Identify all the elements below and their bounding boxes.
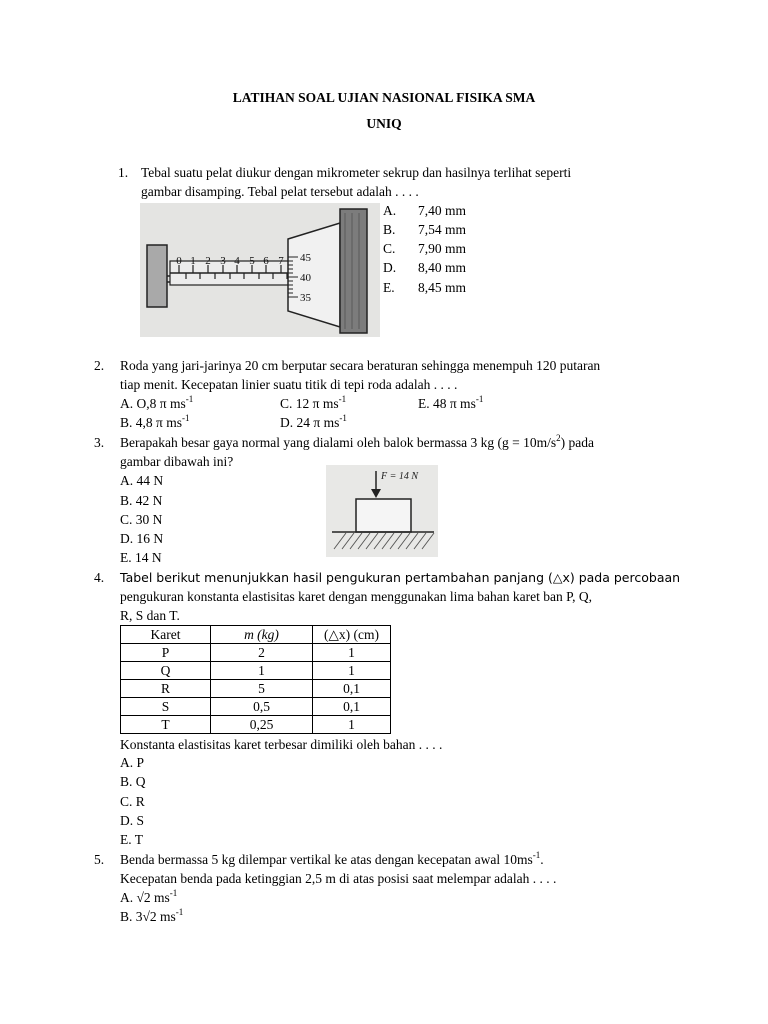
question-5-number: 5.	[94, 852, 105, 867]
micrometer-anvil	[147, 245, 167, 307]
table-row	[121, 698, 391, 716]
q5-option-a: A. √2 $ms^{-1}$	[120, 887, 178, 905]
table-cell: 1	[313, 662, 391, 680]
table-cell: 0,5	[211, 698, 313, 716]
q3-option-a: A. 44 N	[120, 473, 164, 488]
main-scale-label: 0	[176, 255, 182, 267]
question-3-text-line1: Berapakah besar gaya normal yang dialami oleh balok bermassa 3 kg $(g = 10m/s^2)$ pada	[120, 432, 594, 450]
main-scale-label: 5	[249, 255, 255, 267]
q3-option-d: D. 16 N	[120, 531, 164, 546]
micrometer-thimble	[288, 223, 340, 327]
q2-option-a: A. O,8 π $ms^{-1}$	[120, 393, 194, 411]
question-1-number: 1.	[118, 165, 129, 180]
table-cell: S	[121, 698, 211, 716]
question-5-text-line1: Benda bermassa 5 kg dilempar vertikal ke atas dengan kecepatan awal $10ms^{-1}$.	[120, 849, 544, 867]
question-2-text-line1: Roda yang jari-jarinya 20 cm berputar secara beraturan sehingga menempuh 120 putaran	[120, 358, 601, 373]
question-5-text-line2: Kecepatan benda pada ketinggian 2,5 m di atas posisi saat melempar adalah . . . .	[120, 871, 557, 886]
q1-option-b-letter: B.	[383, 222, 396, 237]
q4-option-c: C. R	[120, 794, 145, 809]
q1-option-d-letter: D.	[383, 260, 397, 275]
question-2-number: 2.	[94, 358, 105, 373]
q5-option-b: B. 3√2 $ms^{-1}$	[120, 906, 184, 924]
q1-option-a-text: 7,40 mm	[418, 203, 467, 218]
question-4-text-line2: pengukuran konstanta elastisitas karet dengan menggunakan lima bahan karet ban P, Q,	[120, 589, 592, 604]
table-cell: 2	[211, 644, 313, 662]
table-cell: 1	[211, 662, 313, 680]
table-header-cell: Karet	[121, 626, 211, 644]
page-subtitle: UNIQ	[366, 116, 402, 131]
q2-option-d: D. 24 π $ms^{-1}$	[280, 412, 347, 430]
q4-option-b: B. Q	[120, 774, 146, 789]
q1-option-b-text: 7,54 mm	[418, 222, 467, 237]
main-scale-label: 7	[278, 255, 284, 267]
table-cell: 5	[211, 680, 313, 698]
q3-option-e: E. 14 N	[120, 550, 162, 565]
block-force-figure	[326, 465, 438, 557]
question-1-text-line2: gambar disamping. Tebal pelat tersebut adalah . . . .	[141, 184, 419, 199]
thimble-scale-label: 45	[300, 252, 311, 264]
force-label: F = 14 N	[381, 471, 419, 482]
question-3-text-line2: gambar dibawah ini?	[120, 454, 234, 469]
q3-option-c: C. 30 N	[120, 512, 163, 527]
table-header-row	[121, 626, 391, 644]
q2-option-b: B. 4,8 π $ms^{-1}$	[120, 412, 190, 430]
elasticity-table	[120, 625, 391, 734]
table-cell: 1	[313, 644, 391, 662]
table-cell: 0,25	[211, 716, 313, 734]
q3-option-b: B. 42 N	[120, 493, 163, 508]
main-scale-label: 1	[190, 255, 196, 267]
table-header-cell: m (kg)	[211, 626, 313, 644]
block-box	[356, 499, 411, 532]
table-cell: Q	[121, 662, 211, 680]
table-cell: 0,1	[313, 680, 391, 698]
micrometer-ratchet	[340, 209, 367, 333]
main-scale-label: 4	[234, 255, 240, 267]
q4-option-a: A. P	[120, 755, 145, 770]
table-cell: R	[121, 680, 211, 698]
q1-option-c-letter: C.	[383, 241, 396, 256]
table-header-cell: (△x) (cm)	[313, 626, 391, 644]
main-scale-label: 6	[263, 255, 269, 267]
question-4-number: 4.	[94, 570, 105, 585]
thimble-scale-label: 35	[300, 292, 311, 304]
question-1-text-line1: Tebal suatu pelat diukur dengan mikrometer sekrup dan hasilnya terlihat seperti	[141, 165, 572, 180]
main-scale-label: 3	[220, 255, 226, 267]
q1-option-c-text: 7,90 mm	[418, 241, 467, 256]
thimble-scale-label: 40	[300, 272, 311, 284]
table-row	[121, 644, 391, 662]
question-4-text-line1: Tabel berikut menunjukkan hasil pengukuran pertambahan panjang (△x) pada percobaan	[120, 570, 681, 585]
q2-option-c: C. 12 π $ms^{-1}$	[280, 393, 347, 411]
q4-option-e: E. T	[120, 832, 143, 847]
page-title: LATIHAN SOAL UJIAN NASIONAL FISIKA SMA	[232, 90, 536, 105]
micrometer-figure	[140, 203, 380, 337]
table-cell: T	[121, 716, 211, 734]
table-row	[121, 716, 391, 734]
q4-option-d: D. S	[120, 813, 145, 828]
table-cell: P	[121, 644, 211, 662]
table-row	[121, 680, 391, 698]
q1-option-e-text: 8,45 mm	[418, 280, 467, 295]
main-scale-label: 2	[205, 255, 211, 267]
q1-option-a-letter: A.	[383, 203, 397, 218]
q2-option-e: E. 48 π $ms^{-1}$	[418, 393, 484, 411]
table-cell: 0,1	[313, 698, 391, 716]
table-cell: 1	[313, 716, 391, 734]
question-3-number: 3.	[94, 435, 105, 450]
question-4-text-line3: R, S dan T.	[120, 608, 180, 623]
question-4-prompt: Konstanta elastisitas karet terbesar dimiliki oleh bahan . . . .	[120, 737, 443, 752]
q1-option-d-text: 8,40 mm	[418, 260, 467, 275]
question-2-text-line2: tiap menit. Kecepatan linier suatu titik di tepi roda adalah . . . .	[120, 377, 458, 392]
q1-option-e-letter: E.	[383, 280, 395, 295]
table-row	[121, 662, 391, 680]
